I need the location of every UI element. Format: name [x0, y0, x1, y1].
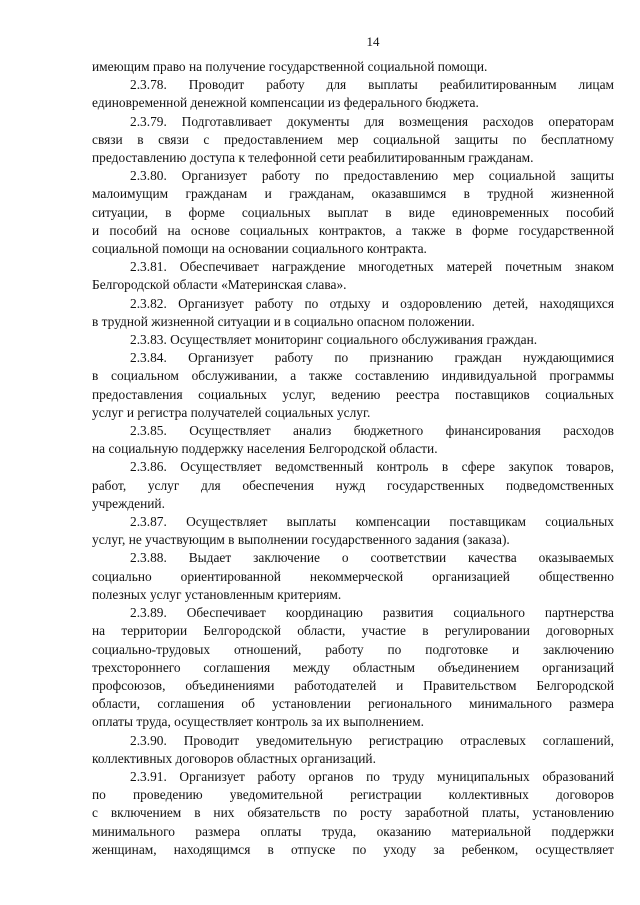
paragraph-2-3-83: [92, 331, 614, 349]
text-line: единовременной денежной компенсации из федерального бюджета.: [92, 95, 479, 111]
paragraph-2-3-86: [92, 458, 614, 513]
text-line: женщинам, находящимся в отпуске по уходу за ребенком, осуществляет: [92, 841, 614, 857]
text-line: ситуации, в форме социальных выплат в виде единовременных пособий: [92, 204, 614, 220]
paragraph-cont: [92, 58, 614, 76]
paragraph-2-3-81: [92, 258, 614, 294]
text-line: 2.3.87. Осуществляет выплаты компенсации поставщикам социальных: [130, 514, 614, 530]
text-line: предоставлению доступа к телефонной сети реабилитированным гражданам.: [92, 150, 534, 166]
paragraph-2-3-78: [92, 76, 614, 112]
text-line: и пособий на основе социальных контрактов, а также в форме государственной: [92, 222, 614, 238]
text-line: 2.3.80. Организует работу по предоставлению мер социальной защиты: [130, 168, 614, 184]
text-line: профсоюзов, объединениями работодателей и Правительством Белгородской: [92, 677, 614, 693]
text-line: социальной помощи на основании социального контракта.: [92, 241, 427, 257]
text-line: работ, услуг для обеспечения нужд государственных подведомственных: [92, 477, 614, 493]
paragraph-2-3-87: [92, 513, 614, 549]
page-number: 14: [366, 34, 380, 49]
paragraph-2-3-85: [92, 422, 614, 458]
text-line: 2.3.90. Проводит уведомительную регистрацию отраслевых соглашений,: [130, 732, 614, 748]
text-line: области, соглашения об установлении регионального минимального размера: [92, 696, 614, 712]
text-line: Белгородской области «Материнская слава».: [92, 277, 347, 293]
paragraph-2-3-80: [92, 167, 614, 258]
paragraph-2-3-90: [92, 732, 614, 768]
text-line: социально ориентированной некоммерческой организацией общественно: [92, 568, 614, 584]
text-line: на территории Белгородской области, участие в регулировании договорных: [92, 623, 614, 639]
text-line: 2.3.84. Организует работу по признанию граждан нуждающимися: [130, 350, 614, 366]
text-line: 2.3.79. Подготавливает документы для возмещения расходов операторам: [130, 113, 614, 129]
text-line: 2.3.85. Осуществляет анализ бюджетного финансирования расходов: [130, 423, 614, 439]
text-line: малоимущим гражданам и гражданам, оказавшимся в трудной жизненной: [92, 186, 614, 202]
text-line: в социальном обслуживании, а также составлению индивидуальной программы: [92, 368, 614, 384]
text-line: предоставления социальных услуг, ведению реестра поставщиков социальных: [92, 386, 614, 402]
paragraph-2-3-88: [92, 549, 614, 604]
text-line: услуг и регистра получателей социальных услуг.: [92, 404, 371, 420]
text-line: по проведению уведомительной регистрации коллективных договоров: [92, 787, 614, 803]
text-line: 2.3.91. Организует работу органов по труду муниципальных образований: [130, 768, 614, 784]
paragraph-2-3-82: [92, 295, 614, 331]
text-line: полезных услуг установленным критериям.: [92, 586, 342, 602]
paragraph-2-3-84: [92, 349, 614, 422]
text-line: имеющим право на получение государственной социальной помощи.: [92, 59, 488, 74]
paragraph-2-3-89: [92, 604, 614, 731]
paragraph-2-3-79: [92, 113, 614, 168]
text-line: 2.3.78. Проводит работу для выплаты реабилитированным лицам: [130, 77, 614, 93]
text-line: 2.3.88. Выдает заключение о соответствии качества оказываемых: [130, 550, 614, 566]
document-body: [92, 58, 614, 859]
text-line: социально-трудовых отношений, работу по подготовке и заключению: [92, 641, 614, 657]
text-line: услуг, не участвующим в выполнении государственного задания (заказа).: [92, 532, 510, 548]
text-line: учреждений.: [92, 495, 165, 511]
paragraph-2-3-91: [92, 768, 614, 859]
text-line: 2.3.81. Обеспечивает награждение многодетных матерей почетным знаком: [130, 259, 614, 275]
text-line: связи в связи с предоставлением мер социальной защиты по бесплатному: [92, 131, 614, 147]
text-line: с включением в них обязательств по росту заработной платы, установлению: [92, 805, 614, 821]
text-line: на социальную поддержку населения Белгородской области.: [92, 441, 438, 457]
text-line: минимального размера оплаты труда, оказанию материальной поддержки: [92, 823, 614, 839]
text-line: трехстороннего соглашения между областным объединением организаций: [92, 659, 614, 675]
text-line: 2.3.89. Обеспечивает координацию развития социального партнерства: [130, 605, 614, 621]
text-line: оплаты труда, осуществляет контроль за их выполнением.: [92, 714, 424, 730]
text-line: 2.3.82. Организует работу по отдыху и оздоровлению детей, находящихся: [130, 295, 614, 311]
text-line: в трудной жизненной ситуации и в социально опасном положении.: [92, 313, 475, 329]
text-line: 2.3.83. Осуществляет мониторинг социального обслуживания граждан.: [130, 332, 538, 348]
text-line: коллективных договоров областных организаций.: [92, 750, 376, 766]
text-line: 2.3.86. Осуществляет ведомственный контроль в сфере закупок товаров,: [130, 459, 614, 475]
